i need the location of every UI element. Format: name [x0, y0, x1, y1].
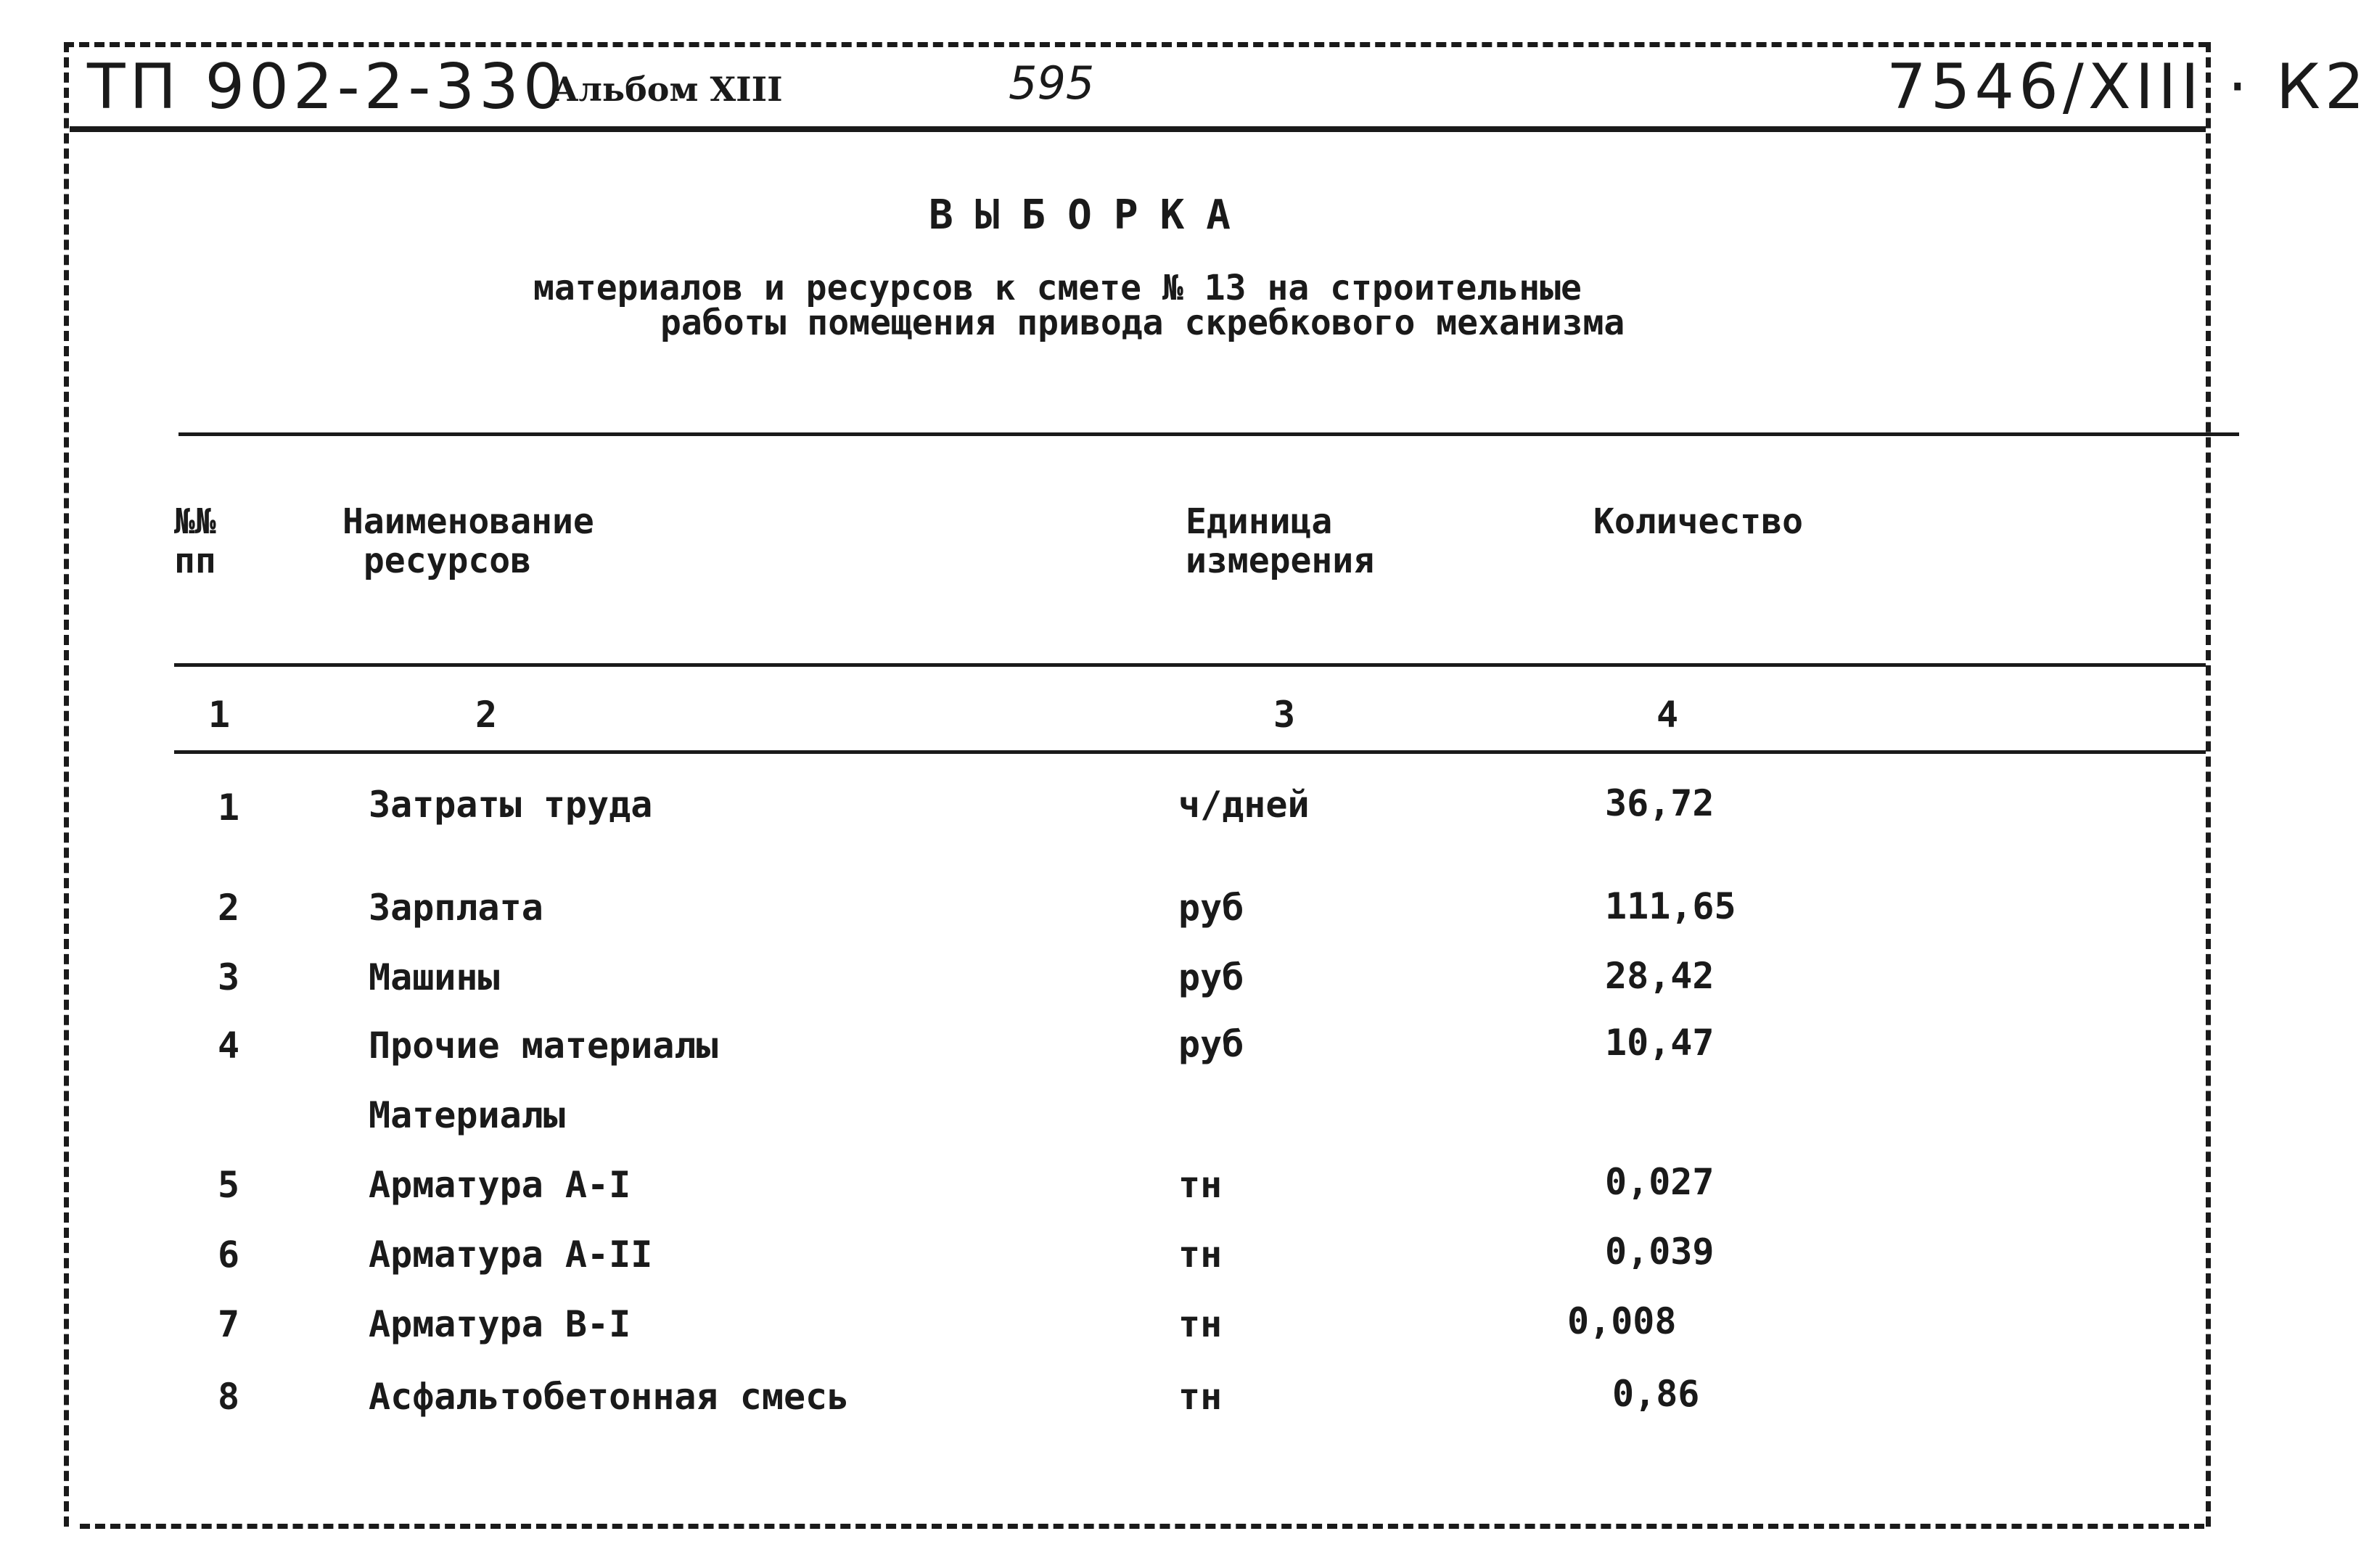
- subtitle-line-2: работы помещения привода скребкового механизма: [660, 303, 1625, 343]
- resource-name: Арматура А-II: [369, 1234, 653, 1276]
- unit: тн: [1178, 1303, 1223, 1345]
- quantity: 0,86: [1612, 1373, 1700, 1415]
- frame-right-border: [2206, 42, 2211, 1527]
- resource-name: Арматура В-I: [369, 1303, 631, 1345]
- column-number-3: 3: [1273, 694, 1296, 736]
- column-number-2: 2: [475, 694, 498, 736]
- quantity: 36,72: [1605, 782, 1715, 824]
- section-label: Материалы: [369, 1094, 565, 1136]
- row-number: 7: [217, 1303, 240, 1345]
- unit: ч/дней: [1178, 784, 1310, 826]
- unit: руб: [1178, 1023, 1244, 1065]
- row-number: 3: [217, 956, 240, 998]
- unit: тн: [1178, 1164, 1223, 1206]
- unit: руб: [1178, 956, 1244, 998]
- page-title: ВЫБОРКА: [929, 192, 1253, 239]
- frame-left-border: [64, 42, 69, 1527]
- subtitle-line-1: материалов и ресурсов к смете № 13 на строительные: [533, 268, 1582, 308]
- resource-name: Арматура А-I: [369, 1164, 631, 1206]
- frame-bottom-border: [80, 1524, 2204, 1529]
- resource-name: Асфальтобетонная смесь: [369, 1376, 850, 1418]
- table-top-rule: [178, 432, 2239, 436]
- column-number-1: 1: [208, 694, 231, 736]
- resource-name: Зарплата: [369, 887, 543, 929]
- quantity: 10,47: [1605, 1022, 1715, 1064]
- row-number: 2: [217, 887, 240, 929]
- resource-name: Машины: [369, 956, 500, 998]
- quantity: 111,65: [1605, 885, 1736, 927]
- resource-name: Прочие материалы: [369, 1025, 718, 1067]
- resource-name: Затраты труда: [369, 784, 653, 826]
- header-bottom-rule: [174, 663, 2206, 667]
- unit: тн: [1178, 1234, 1223, 1276]
- row-number: 1: [217, 787, 240, 829]
- row-number: 8: [217, 1376, 240, 1418]
- album-label: Альбом XIII: [551, 70, 783, 109]
- frame-top-border: [64, 42, 2209, 47]
- unit: тн: [1178, 1376, 1223, 1418]
- row-number: 4: [217, 1025, 240, 1067]
- page-number: 595: [1009, 57, 1095, 110]
- document-code: 7546/XIII · К2: [1886, 51, 2369, 123]
- column-header-qty: Количество: [1593, 501, 1803, 542]
- row-number: 6: [217, 1234, 240, 1276]
- quantity: 0,039: [1605, 1231, 1715, 1273]
- quantity: 0,027: [1605, 1161, 1715, 1203]
- column-header-num: №№ пп: [174, 501, 216, 581]
- column-number-4: 4: [1656, 694, 1679, 736]
- quantity: 28,42: [1605, 955, 1715, 997]
- quantity: 0,008: [1567, 1300, 1677, 1342]
- column-number-rule: [174, 750, 2206, 754]
- column-header-unit: Единица измерения: [1186, 501, 1375, 581]
- column-header-name: Наименование ресурсов: [342, 501, 594, 581]
- row-number: 5: [217, 1164, 240, 1206]
- project-code: ТП 902-2-330: [87, 51, 567, 123]
- header-separator: [70, 126, 2206, 132]
- unit: руб: [1178, 887, 1244, 929]
